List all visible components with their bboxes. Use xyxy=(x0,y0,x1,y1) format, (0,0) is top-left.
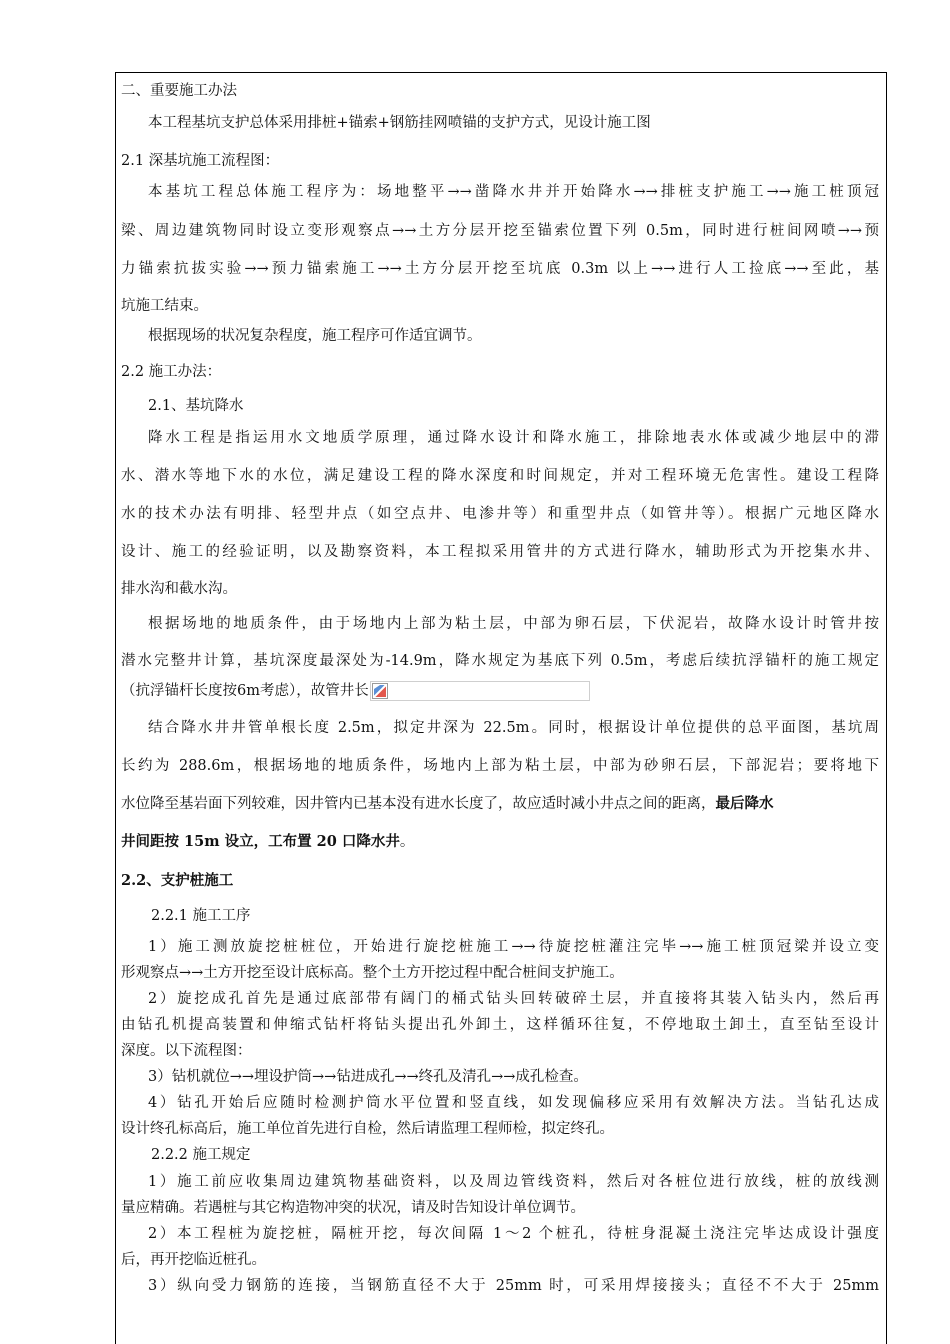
section-heading: 二、重要施工办法 xyxy=(121,83,237,99)
paragraph-line: 设计终孔标高后，施工单位首先进行自检，然后请监理工程师检，拟定终孔。 xyxy=(121,1121,614,1137)
paragraph-line: 1）施工前应收集周边建筑物基础资料，以及周边管线资料，然后对各桩位进行放线，桩的放线测 xyxy=(148,1174,879,1190)
subsection-heading: 2.1、基坑降水 xyxy=(148,398,244,414)
paragraph-line: 根据场地的地质条件，由于场地内上部为粘土层，中部为卵石层，下伏泥岩，故降水设计时管井按 xyxy=(148,616,879,632)
paragraph-line xyxy=(121,679,590,701)
paragraph-line: 潜水完整井计算，基坑深度最深处为-14.9m，降水规定为基底下列 0.5m，考虑后续抗浮锚杆的施工规定 xyxy=(121,653,879,669)
paragraph-line: 力锚索抗拔实验→→预力锚索施工→→土方分层开挖至坑底 0.3m 以上→→进行人工捡底→→至此，基 xyxy=(121,261,879,277)
paragraph-line: 由钻孔机提高装置和伸缩式钻杆将钻头提出孔外卸土，这样循环往复，不停地取土卸土，直至钻至设计 xyxy=(121,1017,879,1033)
paragraph-line: 水的技术办法有明排、轻型井点（如空点井、电渗井等）和重型井点（如管井等）。根据广元地区降水 xyxy=(121,506,879,522)
paragraph-line xyxy=(121,792,774,813)
paragraph-line: 2）旋挖成孔首先是通过底部带有阔门的桶式钻头回转破碎土层，并直接将其装入钻头内，然后再 xyxy=(148,991,879,1007)
subsection-heading: 2.2、支护桩施工 xyxy=(121,872,234,889)
paragraph-text: 水位降至基岩面下列较难，因井管内已基本没有进水长度了，故应适时减小井点之间的距离， xyxy=(121,796,716,812)
paragraph-line: 3）钻机就位→→埋设护筒→→钻进成孔→→终孔及清孔→→成孔检查。 xyxy=(148,1069,588,1085)
paragraph-text: 。 xyxy=(399,834,415,850)
paragraph-line: 深度。以下流程图： xyxy=(121,1043,252,1059)
paragraph-line: 坑施工结束。 xyxy=(121,298,208,314)
paragraph-line: 本基坑工程总体施工程序为：场地整平→→凿降水井并开始降水→→排桩支护施工→→施工桩顶冠 xyxy=(148,184,879,200)
paragraph-line: 后，再开挖临近桩孔。 xyxy=(121,1252,266,1268)
paragraph-line: 水、潜水等地下水的水位，满足建设工程的降水深度和时间规定，并对工程环境无危害性。建设工程降 xyxy=(121,468,879,484)
paragraph-line: 量应精确。若遇桩与其它构造物冲突的状况，请及时告知设计单位调节。 xyxy=(121,1200,585,1216)
paragraph-line: 根据现场的状况复杂程度，施工程序可作适宜调节。 xyxy=(148,328,482,344)
broken-image-icon xyxy=(372,683,388,699)
paragraph-line: 本工程基坑支护总体采用排桩+锚索+钢筋挂网喷锚的支护方式，见设计施工图 xyxy=(148,115,651,131)
embedded-formula-image xyxy=(370,681,590,701)
paragraph-line: 4）钻孔开始后应随时检测护筒水平位置和竖直线，如发现偏移应采用有效解决方法。当钻孔达成 xyxy=(148,1095,879,1111)
subsection-heading: 2.1 深基坑施工流程图： xyxy=(121,153,280,169)
paragraph-line: 设计、施工的经验证明，以及勘察资料，本工程拟采用管井的方式进行降水，辅助形式为开挖集水井、 xyxy=(121,544,879,560)
paragraph-line: 排水沟和截水沟。 xyxy=(121,581,237,597)
paragraph-line: 1）施工测放旋挖桩桩位，开始进行旋挖桩施工→→待旋挖桩灌注完毕→→施工桩顶冠梁并设立变 xyxy=(148,939,879,955)
subsection-heading: 2.2 施工办法： xyxy=(121,364,222,380)
subsection-heading: 2.2.2 施工规定 xyxy=(151,1147,251,1163)
paragraph-line: 降水工程是指运用水文地质学原理，通过降水设计和降水施工，排除地表水体或减少地层中的滞 xyxy=(148,430,879,446)
subsection-heading: 2.2.1 施工工序 xyxy=(151,908,251,924)
paragraph-line: 长约为 288.6m，根据场地的地质条件，场地内上部为粘土层，中部为砂卵石层，下部泥岩；要将地下 xyxy=(121,758,879,774)
emphasis-text: 井间距按 15m 设立，工布置 20 口降水井 xyxy=(121,833,400,850)
paragraph-line xyxy=(121,830,414,851)
paragraph-line: 梁、周边建筑物同时设立变形观察点→→土方分层开挖至锚索位置下列 0.5m，同时进行桩间网喷→→预 xyxy=(121,223,879,239)
paragraph-text: （抗浮锚杆长度按6m考虑），故管井长 xyxy=(121,683,369,699)
emphasis-text: 最后降水 xyxy=(715,795,774,812)
paragraph-line: 3）纵向受力钢筋的连接，当钢筋直径不大于 25mm 时，可采用焊接接头；直径不不大于 25mm xyxy=(148,1278,879,1294)
paragraph-line: 形观察点→→土方开挖至设计底标高。整个土方开挖过程中配合桩间支护施工。 xyxy=(121,965,624,981)
paragraph-line: 2）本工程桩为旋挖桩，隔桩开挖，每次间隔 1～2 个桩孔，待桩身混凝土浇注完毕达成设计强度 xyxy=(148,1226,879,1242)
paragraph-line: 结合降水井井管单根长度 2.5m，拟定井深为 22.5m。同时，根据设计单位提供的总平面图，基坑周 xyxy=(148,720,879,736)
